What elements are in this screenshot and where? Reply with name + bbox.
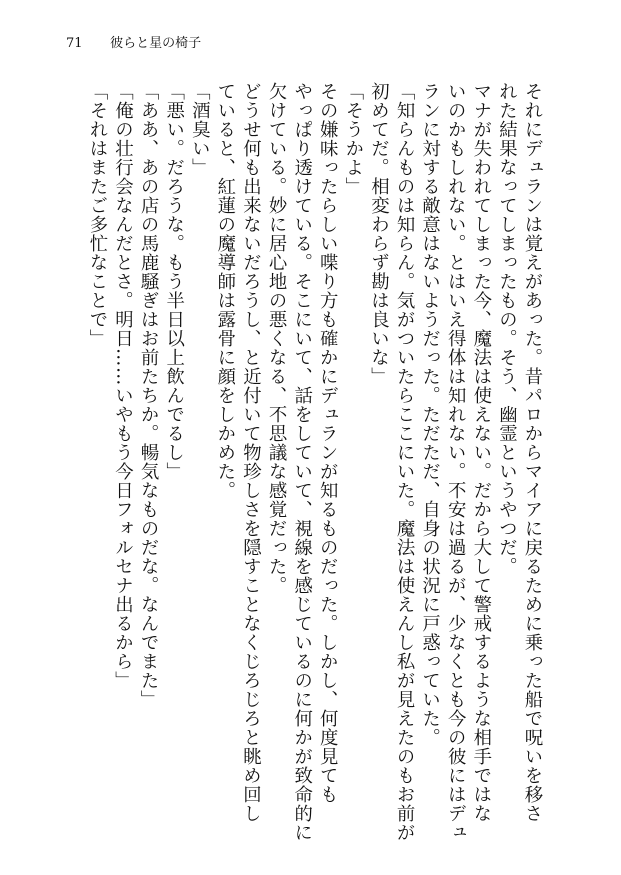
text-line: それにデュランは覚えがあった。昔パロからマイアに戻るために乗った船で呪いを移さ bbox=[522, 82, 543, 823]
text-line: マナが失われてしまった今、魔法は使えない。だから大して警戒するような相手ではな bbox=[470, 82, 492, 823]
text-line: ていると、紅蓮の魔導師は露骨に顔をしかめた。 bbox=[214, 82, 236, 500]
text-line: いのかもしれない。とはいえ得体は知れない。不安は過るが、少なくとも今の彼にはデュ bbox=[445, 82, 467, 842]
text-line: 「ああ、あの店の馬鹿騒ぎはお前たちか。暢気なものだな。なんでまた」 bbox=[138, 82, 160, 709]
text-line: 「そうかよ」 bbox=[342, 82, 364, 196]
text-line: 「知らんものは知らん。気がついたらここにいた。魔法は使えんし私が見えたのもお前が bbox=[394, 82, 416, 842]
text-line: ランに対する敵意はないようだった。ただただ、自身の状況に戸惑っていた。 bbox=[419, 82, 441, 747]
text-line: 初めてだ。相変わらず勘は良いな」 bbox=[368, 82, 390, 386]
text-line: 「それはまたご多忙なことで」 bbox=[86, 82, 108, 348]
page-number: 71 bbox=[66, 36, 83, 51]
text-line: 「悪い。だろうな。もう半日以上飲んでるし」 bbox=[163, 82, 185, 481]
book-title: 彼らと星の椅子 bbox=[110, 36, 202, 51]
text-line: やっぱり透けている。そこにいて、話をしていて、視線を感じているのに何かが致命的に bbox=[291, 82, 313, 842]
body-text bbox=[84, 82, 545, 842]
text-line: れた結果なってしまったもの。そう、幽霊というやつだ。 bbox=[496, 82, 518, 576]
page-header bbox=[66, 34, 201, 54]
text-line: どうせ何も出来ないだろうし、と近付いて物珍しさを隠すことなくじろじろと眺め回し bbox=[240, 82, 262, 823]
text-line: 欠けている。妙に居心地の悪くなる、不思議な感覚だった。 bbox=[266, 82, 288, 595]
text-line: その嫌味ったらしい喋り方も確かにデュランが知るものだった。しかし、何度見ても bbox=[317, 82, 339, 804]
text-line: 「酒臭い」 bbox=[189, 82, 211, 177]
text-line: 「俺の壮行会なんだとさ。明日……いやもう今日フォルセナ出るから」 bbox=[112, 82, 134, 690]
